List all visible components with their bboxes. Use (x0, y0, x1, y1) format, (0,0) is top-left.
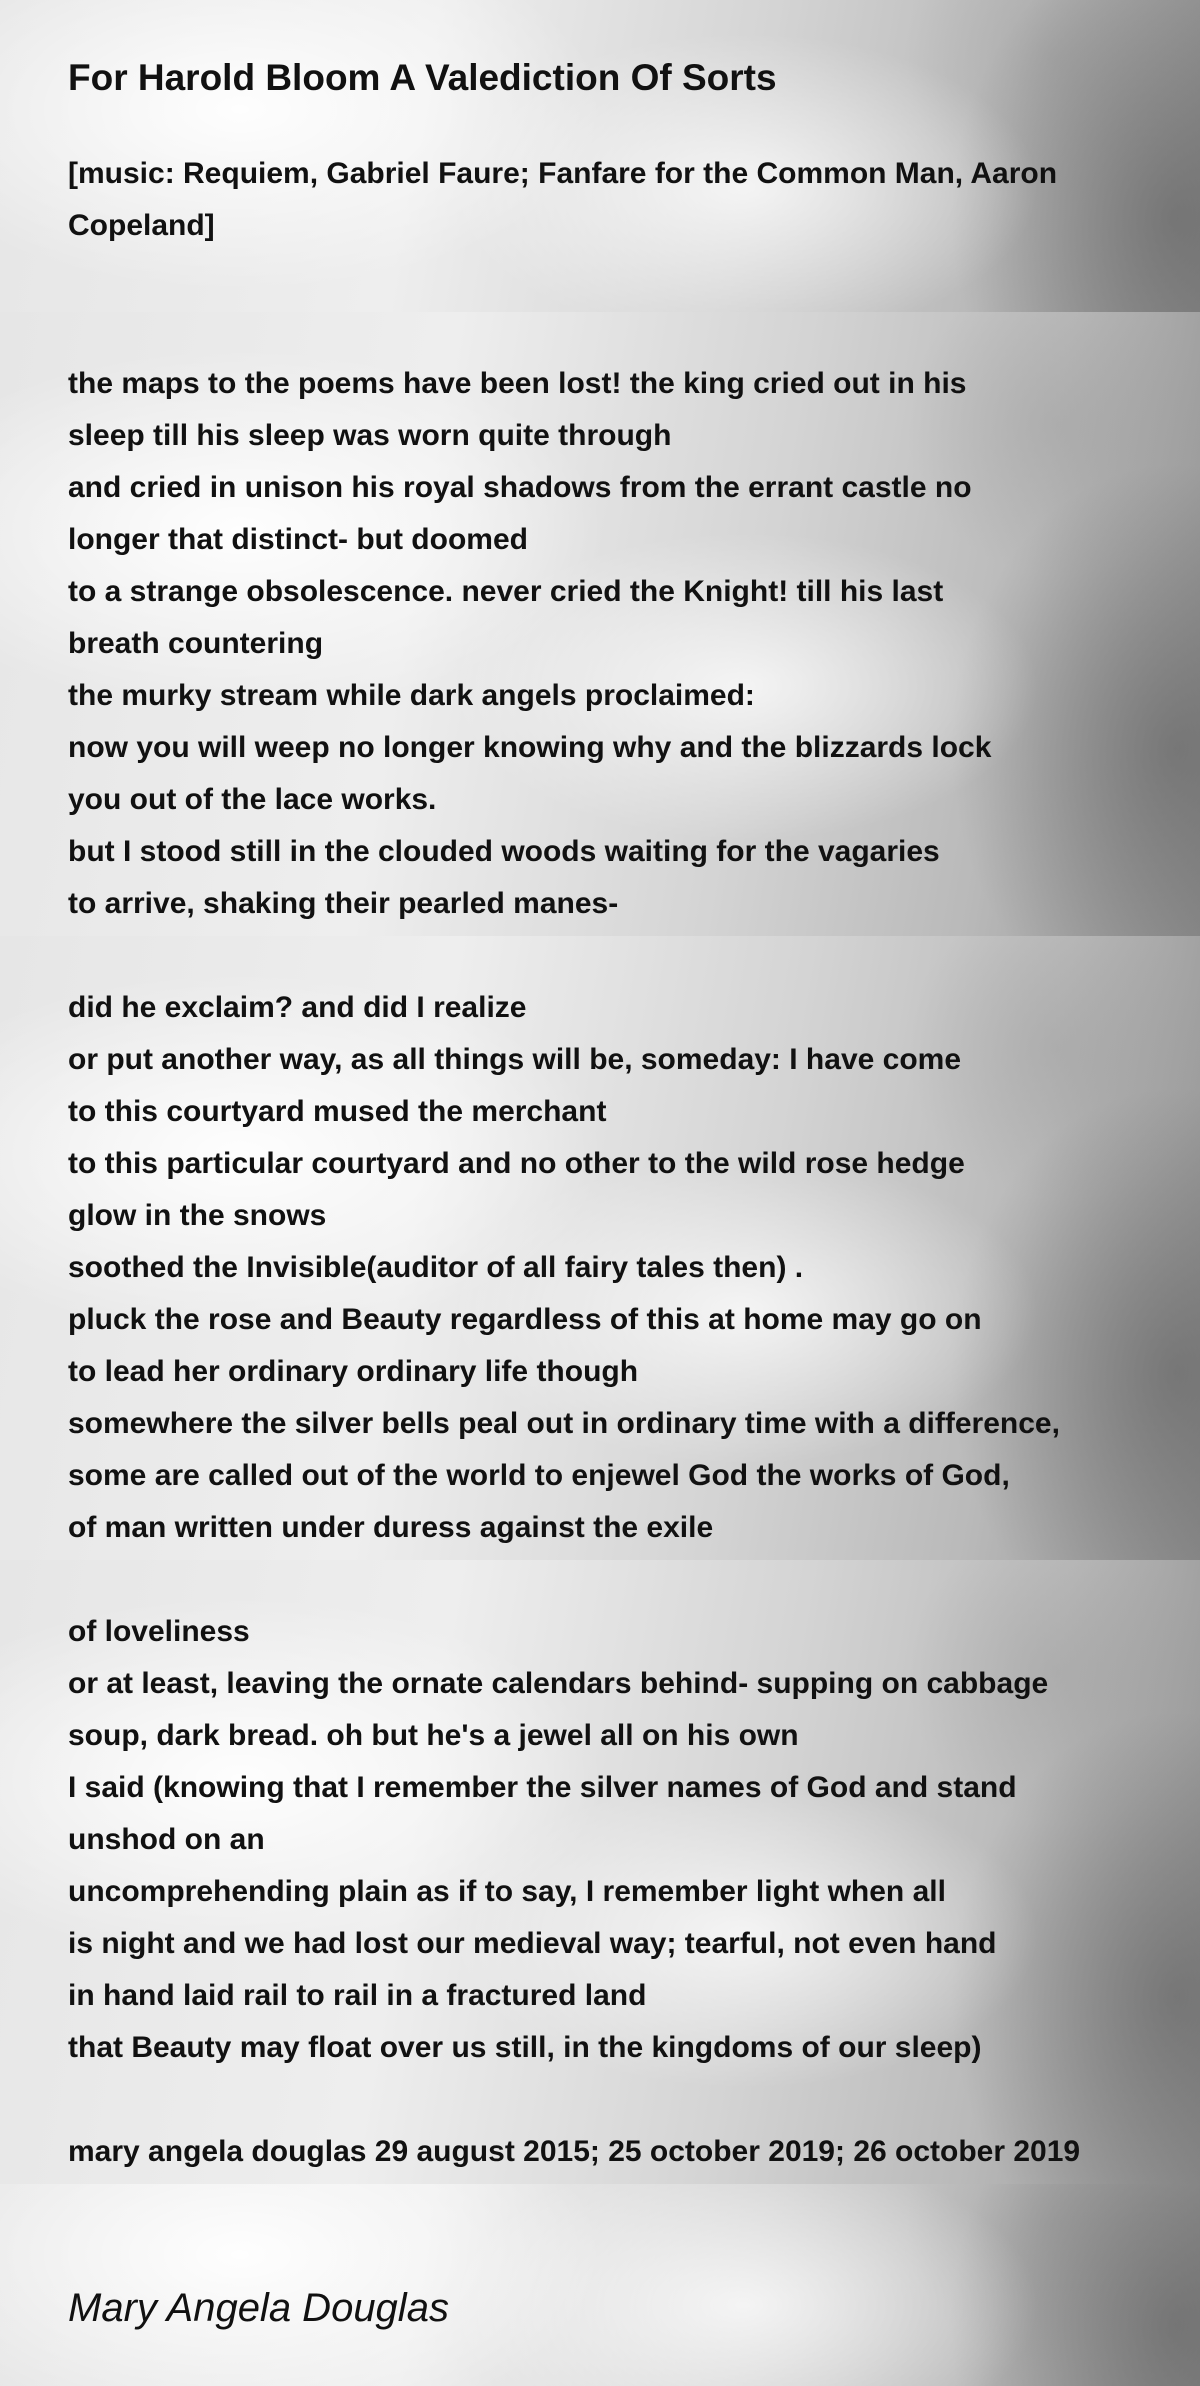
poem-line: glow in the snows (68, 1199, 327, 1232)
stanza-2 (68, 982, 1060, 1554)
poem-line: but I stood still in the clouded woods waiting for the vagaries (68, 835, 940, 868)
poem-line: to this particular courtyard and no other to the wild rose hedge (68, 1147, 965, 1180)
poem-dateline: mary angela douglas 29 august 2015; 25 october 2019; 26 october 2019 (68, 2135, 1081, 2168)
author-name: Mary Angela Douglas (68, 2286, 449, 2330)
poem-line: I said (knowing that I remember the silver names of God and stand (68, 1771, 1017, 1804)
poem-line: is night and we had lost our medieval way; tearful, not even hand (68, 1927, 997, 1960)
poem-line: in hand laid rail to rail in a fractured land (68, 1979, 647, 2012)
poem-line: soothed the Invisible(auditor of all fairy tales then) . (68, 1251, 804, 1284)
poem-line: some are called out of the world to enjewel God the works of God, (68, 1459, 1010, 1492)
poem-line: you out of the lace works. (68, 783, 437, 816)
poem-line: of man written under duress against the exile (68, 1511, 714, 1544)
poem-line: or put another way, as all things will be, someday: I have come (68, 1043, 962, 1076)
poem-line: did he exclaim? and did I realize (68, 991, 527, 1024)
poem-title: For Harold Bloom A Valediction Of Sorts (68, 57, 777, 98)
poem-line: uncomprehending plain as if to say, I remember light when all (68, 1875, 946, 1908)
poem-line: the murky stream while dark angels proclaimed: (68, 679, 755, 712)
title-panel (0, 0, 1200, 312)
stanza-panel-3 (0, 1560, 1200, 2184)
poem-line: sleep till his sleep was worn quite through (68, 419, 672, 452)
poem-line: pluck the rose and Beauty regardless of this at home may go on (68, 1303, 982, 1336)
poem-line: breath countering (68, 627, 324, 660)
poem-epigraph: [music: Requiem, Gabriel Faure; Fanfare for the Common Man, Aaron Copeland] (68, 157, 1058, 242)
author-panel (0, 2184, 1200, 2386)
poem-line: soup, dark bread. oh but he's a jewel all on his own (68, 1719, 799, 1752)
poem-line: and cried in unison his royal shadows from the errant castle no (68, 471, 972, 504)
poem-line: to a strange obsolescence. never cried the Knight! till his last (68, 575, 944, 608)
poem-line: to this courtyard mused the merchant (68, 1095, 607, 1128)
poem-line: longer that distinct- but doomed (68, 523, 528, 556)
poem-line: to lead her ordinary ordinary life though (68, 1355, 639, 1388)
poem-line: somewhere the silver bells peal out in ordinary time with a difference, (68, 1407, 1060, 1440)
poem-line-blank (68, 2074, 1080, 2126)
poem-line: of loveliness (68, 1615, 250, 1648)
poem-line: the maps to the poems have been lost! the king cried out in his (68, 367, 967, 400)
stanza-3 (68, 1606, 1080, 2178)
stanza-panel-1 (0, 312, 1200, 936)
poem-line: that Beauty may float over us still, in the kingdoms of our sleep) (68, 2031, 982, 2064)
poem-line: unshod on an (68, 1823, 265, 1856)
poem-line: now you will weep no longer knowing why and the blizzards lock (68, 731, 992, 764)
stanza-1 (68, 358, 991, 930)
stanza-panel-2 (0, 936, 1200, 1560)
poem-line: or at least, leaving the ornate calendars behind- supping on cabbage (68, 1667, 1049, 1700)
poem-line: to arrive, shaking their pearled manes- (68, 887, 619, 920)
